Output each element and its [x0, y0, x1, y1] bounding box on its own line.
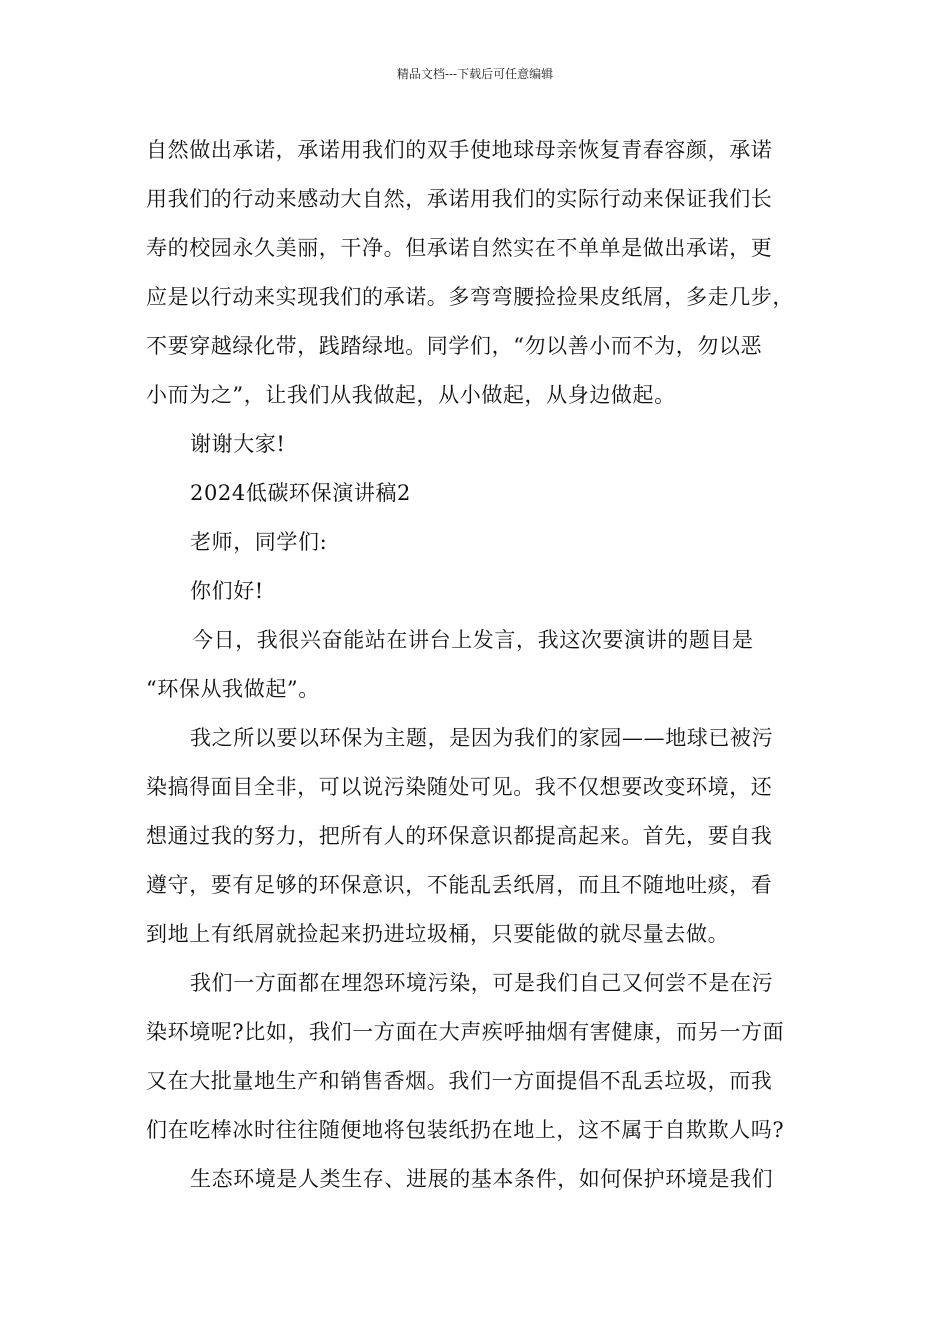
salutation: 老师，同学们: [190, 530, 328, 554]
text-line: 想通过我的努力，把所有人的环保意识都提高起来。首先，要自我 [146, 824, 773, 848]
closing-line: 谢谢大家! [190, 432, 286, 456]
text-line: 染搞得面目全非，可以说污染随处可见。我不仅想要改变环境，还 [146, 775, 773, 799]
text-line: 又在大批量地生产和销售香烟。我们一方面提倡不乱丢垃圾，而我 [146, 1069, 773, 1093]
text-line: 我们一方面都在埋怨环境污染，可是我们自己又何尝不是在污 [190, 971, 774, 995]
text-line: 小而为之”，让我们从我做起，从小做起，从身边做起。 [146, 383, 676, 407]
text-line: 我之所以要以环保为主题，是因为我们的家园——地球已被污 [190, 726, 774, 750]
greeting: 你们好! [190, 579, 264, 603]
text-line: “环保从我做起”。 [146, 677, 320, 701]
text-line: 们在吃棒冰时往往随便地将包装纸扔在地上，这不属于自欺欺人吗? [146, 1118, 785, 1142]
page-header: 精品文档---下载后可任意编辑 [396, 67, 554, 81]
text-line: 生态环境是人类生存、进展的基本条件，如何保护环境是我们 [190, 1167, 774, 1191]
text-line: 寿的校园永久美丽，干净。但承诺自然实在不单单是做出承诺，更 [146, 236, 773, 260]
text-line: 应是以行动来实现我们的承诺。多弯弯腰捡捡果皮纸屑，多走几步， [146, 285, 794, 309]
text-line: 到地上有纸屑就捡起来扔进垃圾桶，只要能做的就尽量去做。 [146, 922, 730, 946]
text-line: 用我们的行动来感动大自然，承诺用我们的实际行动来保证我们长 [146, 187, 773, 211]
text-line: 自然做出承诺，承诺用我们的双手使地球母亲恢复青春容颜，承诺 [146, 138, 773, 162]
text-line: 染环境呢?比如，我们一方面在大声疾呼抽烟有害健康，而另一方面 [146, 1020, 785, 1044]
document-body [146, 126, 818, 1204]
text-line: 不要穿越绿化带，践踏绿地。同学们，“勿以善小而不为，勿以恶 [146, 334, 763, 358]
text-line: 今日，我很兴奋能站在讲台上发言，我这次要演讲的题目是 [192, 628, 754, 652]
text-line: 遵守，要有足够的环保意识，不能乱丢纸屑，而且不随地吐痰，看 [146, 873, 773, 897]
section-title: 2024低碳环保演讲稿2 [190, 481, 412, 505]
